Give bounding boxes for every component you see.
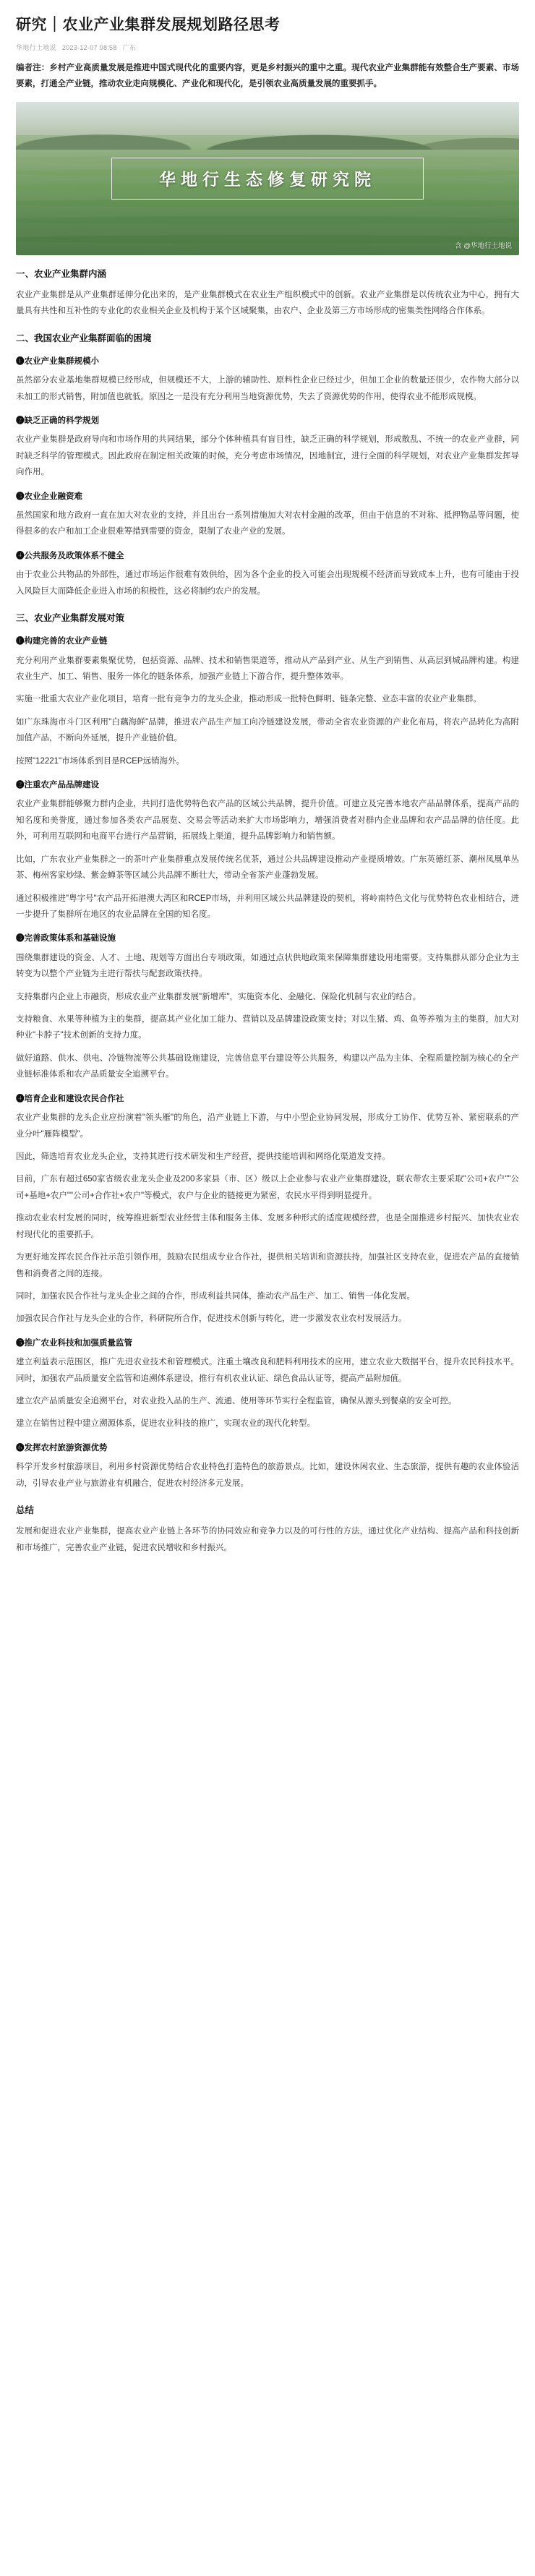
paragraph: 由于农业公共物品的外部性，通过市场运作很难有效供给，因为各个企业的投入可能会出现规模不经济而导致成本上升，也有可能由于投入风险巨大而降低企业进入市场的积极性，这必将制约农户的发展。	[16, 570, 519, 596]
editor-note	[16, 61, 519, 92]
byline-timestamp: 2023-12-07 08:58	[61, 44, 117, 52]
subsection-heading: ❹公共服务及政策体系不健全	[16, 551, 124, 560]
section-heading: 二、我国农业产业集群面临的困境	[16, 333, 152, 343]
hero-hills	[16, 121, 519, 150]
paragraph: 农业产业集群能够聚力群内企业，共同打造优势特色农产品的区域公共品牌，提升价值。可建立及完善本地农产品品牌体系，提高产品的知名度和美誉度，通过参加各类农产品展览、交易会等活动来扩大市场影响力，增强消费者对群内企业品牌和农产品品牌的信任度。此外，可利用互联网和电商平台进行产品营销，拓展线上渠道，提升品牌影响力和销售额。	[16, 800, 519, 842]
subsection-heading: ❺推广农业科技和加强质量监管	[16, 1338, 132, 1348]
hero-terrace-band	[16, 199, 519, 207]
paragraph: 做好道路、供水、供电、冷链物流等公共基础设施建设，完善信息平台建设等公共服务，构建以产品为主体、全程质量控制为核心的全产业链标准体系和农产品质量安全追溯平台。	[16, 1053, 519, 1079]
hero-title-frame	[111, 158, 424, 200]
hero-terrace-band	[16, 216, 519, 225]
subsection-heading: ❸完善政策体系和基础设施	[16, 934, 116, 943]
paragraph: 建立利益表示范围区，推广先进农业技术和管理模式。注重土壤改良和肥料利用技术的应用，建立农业大数据平台，提升农民科技水平。同时，加强农产品质量安全监管和追溯体系建设，推行有机农业认证、绿色食品认证等，提高产品附加值。	[16, 1358, 519, 1383]
paragraph: 科学开发乡村旅游项目，利用乡村资源优势结合农业特色打造特色的旅游景点。比如，建设休闲农业、生态旅游，提供有趣的农业体验活动，引导农业产业与旅游业有机融合，促进农村经济多元发展。	[16, 1463, 519, 1488]
paragraph: 因此，筛选培育农业龙头企业，支持其进行技术研发和生产经营，提供技能培训和网络化渠道发支持。	[16, 1152, 390, 1161]
section-heading: 一、农业产业集群内涵	[16, 268, 107, 279]
paragraph: 通过积极推进"粤字号"农产品开拓港澳大湾区和RCEP市场，并利用区域公共品牌建设的契机，将岭南特色文化与优势特色农业相结合，进一步提升了集群所在地区的农业品牌在全国的知名度。	[16, 894, 519, 919]
paragraph: 围绕集群建设的资金、人才、土地、规划等方面出台专项政策，如通过点状供地政策来保障集群建设用地需要。支持集群从部分企业为主转变为以整个产业链为主进行帮扶与配套政策扶持。	[16, 953, 519, 979]
paragraph: 比如，广东农业产业集群之一的茶叶产业集群重点发展传统名优茶，通过公共品牌建设推动产业提质增效。广东英德红茶、潮州凤凰单丛茶、梅州客家炒绿、紫金蝉茶等区域公共品牌不断壮大，带动全省茶产业蓬勃发展。	[16, 855, 519, 881]
section-heading: 总结	[16, 1505, 35, 1516]
paragraph: 实施一批重大农业产业化项目，培育一批有竞争力的龙头企业，推动形成一批特色鲜明、链条完整、业态丰富的农业产业集群。	[16, 695, 482, 704]
paragraph: 支持集群内企业上市融资，形成农业产业集群发展"新增库"，实施资本化、金融化、保险化机制与农业的结合。	[16, 992, 421, 1001]
hero-title-text: 华地行生态修复研究院	[159, 170, 376, 190]
subsection-heading: ❶构建完善的农业产业链	[16, 637, 108, 646]
subsection-heading: ❷缺乏正确的科学规划	[16, 416, 99, 425]
subsection-heading: ❶农业产业集群规模小	[16, 356, 99, 366]
paragraph: 目前，广东有超过650家省级农业龙头企业及200多家县（市、区）级以上企业参与农业产业集群建设，联农带农主要采取"公司+农户""公司+基地+农户""公司+合作社+农户"等模式，农户与企业的链接更为紧密，农民水平得到明显提升。	[16, 1175, 519, 1200]
byline-location: 广东	[122, 44, 137, 52]
paragraph: 农业产业集群是政府导向和市场作用的共同结果，部分个体种植具有盲目性，缺乏正确的科学规划，形成散乱、不统一的农业产业群，同时缺乏科学的管理模式。因此政府在制定相关政策的时候，充分考虑市场情况，因地制宜，进行全面的科学规划，对农业产业集群发挥导向作用。	[16, 435, 519, 477]
paragraph: 加强农民合作社与龙头企业的合作，科研院所合作，促进技术创新与转化，进一步激发农业农村发展活力。	[16, 1314, 407, 1324]
paragraph: 农业产业集群的龙头企业应扮演着"领头雁"的角色，沿产业链上下游，与中小型企业协同发展，形成分工协作、优势互补、紧密联系的产业分叶"雁阵模型"。	[16, 1113, 519, 1139]
paragraph: 农业产业集群是从产业集群延伸分化出来的，是产业集群模式在农业生产组织模式中的创新。农业产业集群是以传统农业为中心，拥有大量具有共性和互补性的专业化的农业相关企业及机构于某个区域聚集，由农户、企业及第三方市场形成的密集类性网络合作体系。	[16, 290, 519, 316]
byline-account: 华地行土地说	[16, 44, 56, 52]
paragraph: 如广东珠海市斗门区利用"白藕海鲜"品牌，推进农产品生产加工向冷链建设发展，带动全省农业资源的产业化布局，将农产品转化为高附加值产品，不断向外延展，提升产业链价值。	[16, 717, 519, 743]
paragraph: 支持粮食、水果等种植为主的集群，提高其产业化加工能力、营销以及品牌建设政策支持；对以生猪、鸡、鱼等养殖为主的集群，加大对种业"卡脖子"技术创新的支持力度。	[16, 1015, 519, 1040]
paragraph: 按照"12221"市场体系到目是RCEP远销海外。	[16, 756, 185, 766]
editor-note-label: 编者注：	[16, 64, 50, 73]
section-heading: 三、农业产业集群发展对策	[16, 613, 125, 624]
editor-note-text: 乡村产业高质量发展是推进中国式现代化的重要内容，更是乡村振兴的重中之重。现代农业产业集群能有效整合生产要素、市场要素，打通全产业链，推动农业走向规模化、产业化和现代化，是引领农业高质量发展的重要抓手。	[16, 64, 519, 88]
byline	[16, 43, 519, 52]
paragraph: 发展和促进农业产业集群，提高农业产业链上各环节的协同效应和竞争力以及的可行性的方法，通过优化产业结构、提高产品和科技创新和市场推广，完善农业产业链，促进农民增收和乡村振兴。	[16, 1527, 519, 1552]
subsection-heading: ❷注重农产品品牌建设	[16, 781, 99, 790]
paragraph: 同时，加强农民合作社与龙头企业之间的合作，形成利益共同体，推动农产品生产、加工、销售一体化发展。	[16, 1291, 415, 1301]
paragraph: 虽然部分农业基地集群规模已经形成，但规模还不大，上游的辅助性、原料性企业已经过少，但加工企业的数量还很少，农作物大部分以未加工的形式销售，附加值也就低。原因之一是没有充分利用当地资源优势，失去了资源优势的作用，使得农业不能形成规模。	[16, 376, 519, 401]
hero-terrace-band	[16, 235, 519, 244]
paragraph: 为更好地发挥农民合作社示范引领作用，鼓励农民组成专业合作社，提供相关培训和资源扶持，加强社区支持农业，促进农产品的直接销售和消费者之间的连接。	[16, 1253, 519, 1278]
paragraph: 建立在销售过程中建立溯源体系，促进农业科技的推广，实现农业的现代化转型。	[16, 1419, 315, 1429]
hero-image	[16, 102, 519, 255]
paragraph: 建立农产品质量安全追溯平台，对农业投入品的生产、流通、使用等环节实行全程监管，确保从源头到餐桌的安全可控。	[16, 1397, 457, 1405]
subsection-heading: ❻发挥农村旅游资源优势	[16, 1443, 108, 1452]
subsection-heading: ❸农业企业融资难	[16, 492, 82, 501]
paragraph: 虽然国家和地方政府一直在加大对农业的支持，并且出台一系列措施加大对农村金融的改革，但由于信息的不对称、抵押物品等问题，使得很多的农户和加工企业很难筹措到需要的资金，限制了农业产业的发展。	[16, 511, 519, 536]
subsection-heading: ❹培育企业和建设农民合作社	[16, 1094, 124, 1103]
paragraph: 充分利用产业集群要素集聚优势，包括资源、品牌、技术和销售渠道等，推动从产品到产业、从生产到销售、从高层到城品牌构建。构建农业生产、加工、销售、服务一体化的链条体系，加强产业链上下游合作，提升整体效率。	[16, 656, 519, 681]
hero-watermark: 含 @华地行土地说	[455, 241, 512, 250]
paragraph: 推动农业农村发展的同时，统筹推进新型农业经营主体和服务主体、发展多种形式的适度规模经营，也是全面推进乡村振兴、加快农业农村现代化的重要抓手。	[16, 1214, 519, 1239]
page-title: 研究｜农业产业集群发展规划路径思考	[16, 17, 281, 33]
